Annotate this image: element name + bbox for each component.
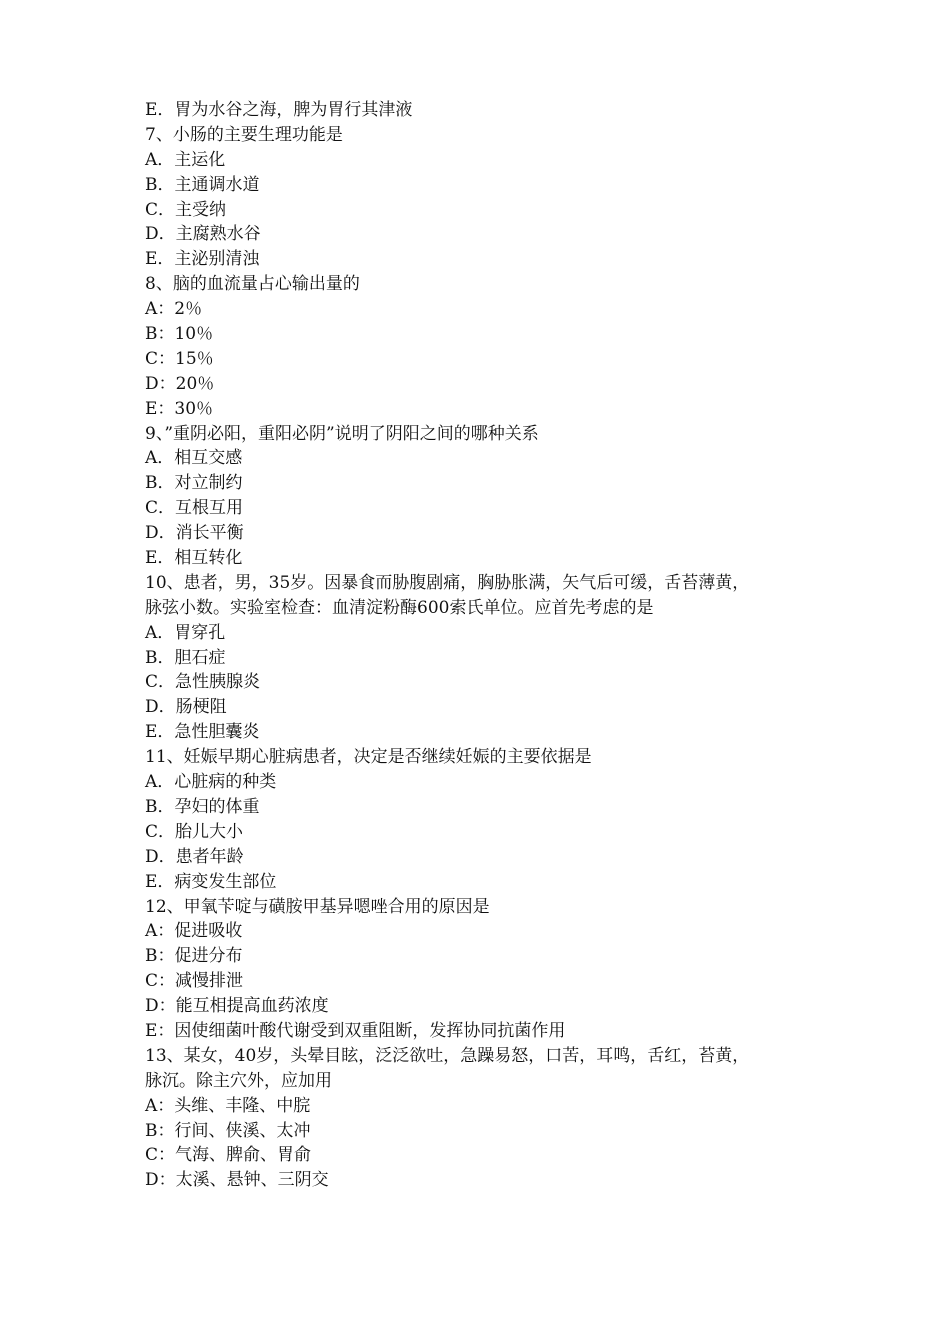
option-b-q7: B．主通调水道 [145, 174, 260, 195]
option-d-q7: D．主腐熟水谷 [145, 224, 261, 245]
question-13-line-1: 13、某女，40岁，头晕目眩，泛泛欲吐，急躁易怒，口苦，耳鸣，舌红，苔黄， [145, 1045, 750, 1066]
question-11: 11、妊娠早期心脏病患者，决定是否继续妊娠的主要依据是 [145, 747, 592, 768]
option-c-q11: C．胎儿大小 [145, 821, 244, 842]
option-d-q12: D：能互相提高血药浓度 [145, 996, 329, 1017]
option-b-q11: B．孕妇的体重 [145, 796, 260, 817]
option-b-q10: B．胆石症 [145, 647, 226, 668]
option-b-q13: B：行间、侠溪、太冲 [145, 1120, 311, 1141]
option-c-q10: C．急性胰腺炎 [145, 672, 261, 693]
option-c-q7: C．主受纳 [145, 199, 227, 220]
question-10-line-1: 10、患者，男，35岁。因暴食而胁腹剧痛，胸胁胀满，矢气后可缓，舌苔薄黄， [145, 572, 750, 593]
option-b-q8: B：10％ [145, 324, 214, 345]
option-c-q9: C．互根互用 [145, 498, 244, 519]
option-d-q11: D．患者年龄 [145, 846, 244, 867]
option-e-q10: E．急性胆囊炎 [145, 722, 260, 743]
option-e-q7: E．主泌别清浊 [145, 249, 260, 270]
document-page [145, 98, 825, 1193]
option-a-q9: A．相互交感 [145, 448, 243, 469]
option-b-q9: B．对立制约 [145, 473, 243, 494]
question-7: 7、小肠的主要生理功能是 [145, 124, 343, 145]
option-c-q8: C：15％ [145, 348, 214, 369]
question-10-line-2: 脉弦小数。实验室检查：血清淀粉酶600索氏单位。应首先考虑的是 [145, 597, 654, 618]
option-c-q13: C：气海、脾俞、胃俞 [145, 1145, 312, 1166]
option-e-q8: E：30％ [145, 398, 214, 419]
option-a-q8: A：2％ [145, 299, 203, 320]
option-d-q9: D．消长平衡 [145, 523, 244, 544]
option-e-q9: E．相互转化 [145, 548, 243, 569]
option-e-q12: E：因使细菌叶酸代谢受到双重阻断，发挥协同抗菌作用 [145, 1020, 566, 1041]
option-a-q7: A．主运化 [145, 149, 226, 170]
question-12: 12、甲氧苄啶与磺胺甲基异嗯唑合用的原因是 [145, 896, 490, 917]
option-b-q12: B：促进分布 [145, 946, 243, 967]
option-a-q13: A：头维、丰隆、中脘 [145, 1095, 311, 1116]
option-a-q10: A．胃穿孔 [145, 622, 226, 643]
option-d-q8: D：20％ [145, 373, 215, 394]
question-9: 9、”重阴必阳，重阳必阴”说明了阴阳之间的哪种关系 [145, 423, 539, 444]
option-e-q11: E．病变发生部位 [145, 871, 277, 892]
option-a-q11: A．心脏病的种类 [145, 772, 277, 793]
question-8: 8、脑的血流量占心输出量的 [145, 274, 360, 295]
question-13-line-2: 脉沉。除主穴外，应加用 [145, 1070, 332, 1091]
option-d-q10: D．肠梗阻 [145, 697, 227, 718]
option-c-q12: C：减慢排泄 [145, 971, 244, 992]
option-e-q6: E．胃为水谷之海，脾为胃行其津液 [145, 100, 413, 120]
option-a-q12: A：促进吸收 [145, 921, 243, 942]
option-d-q13: D：太溪、悬钟、三阴交 [145, 1170, 329, 1191]
